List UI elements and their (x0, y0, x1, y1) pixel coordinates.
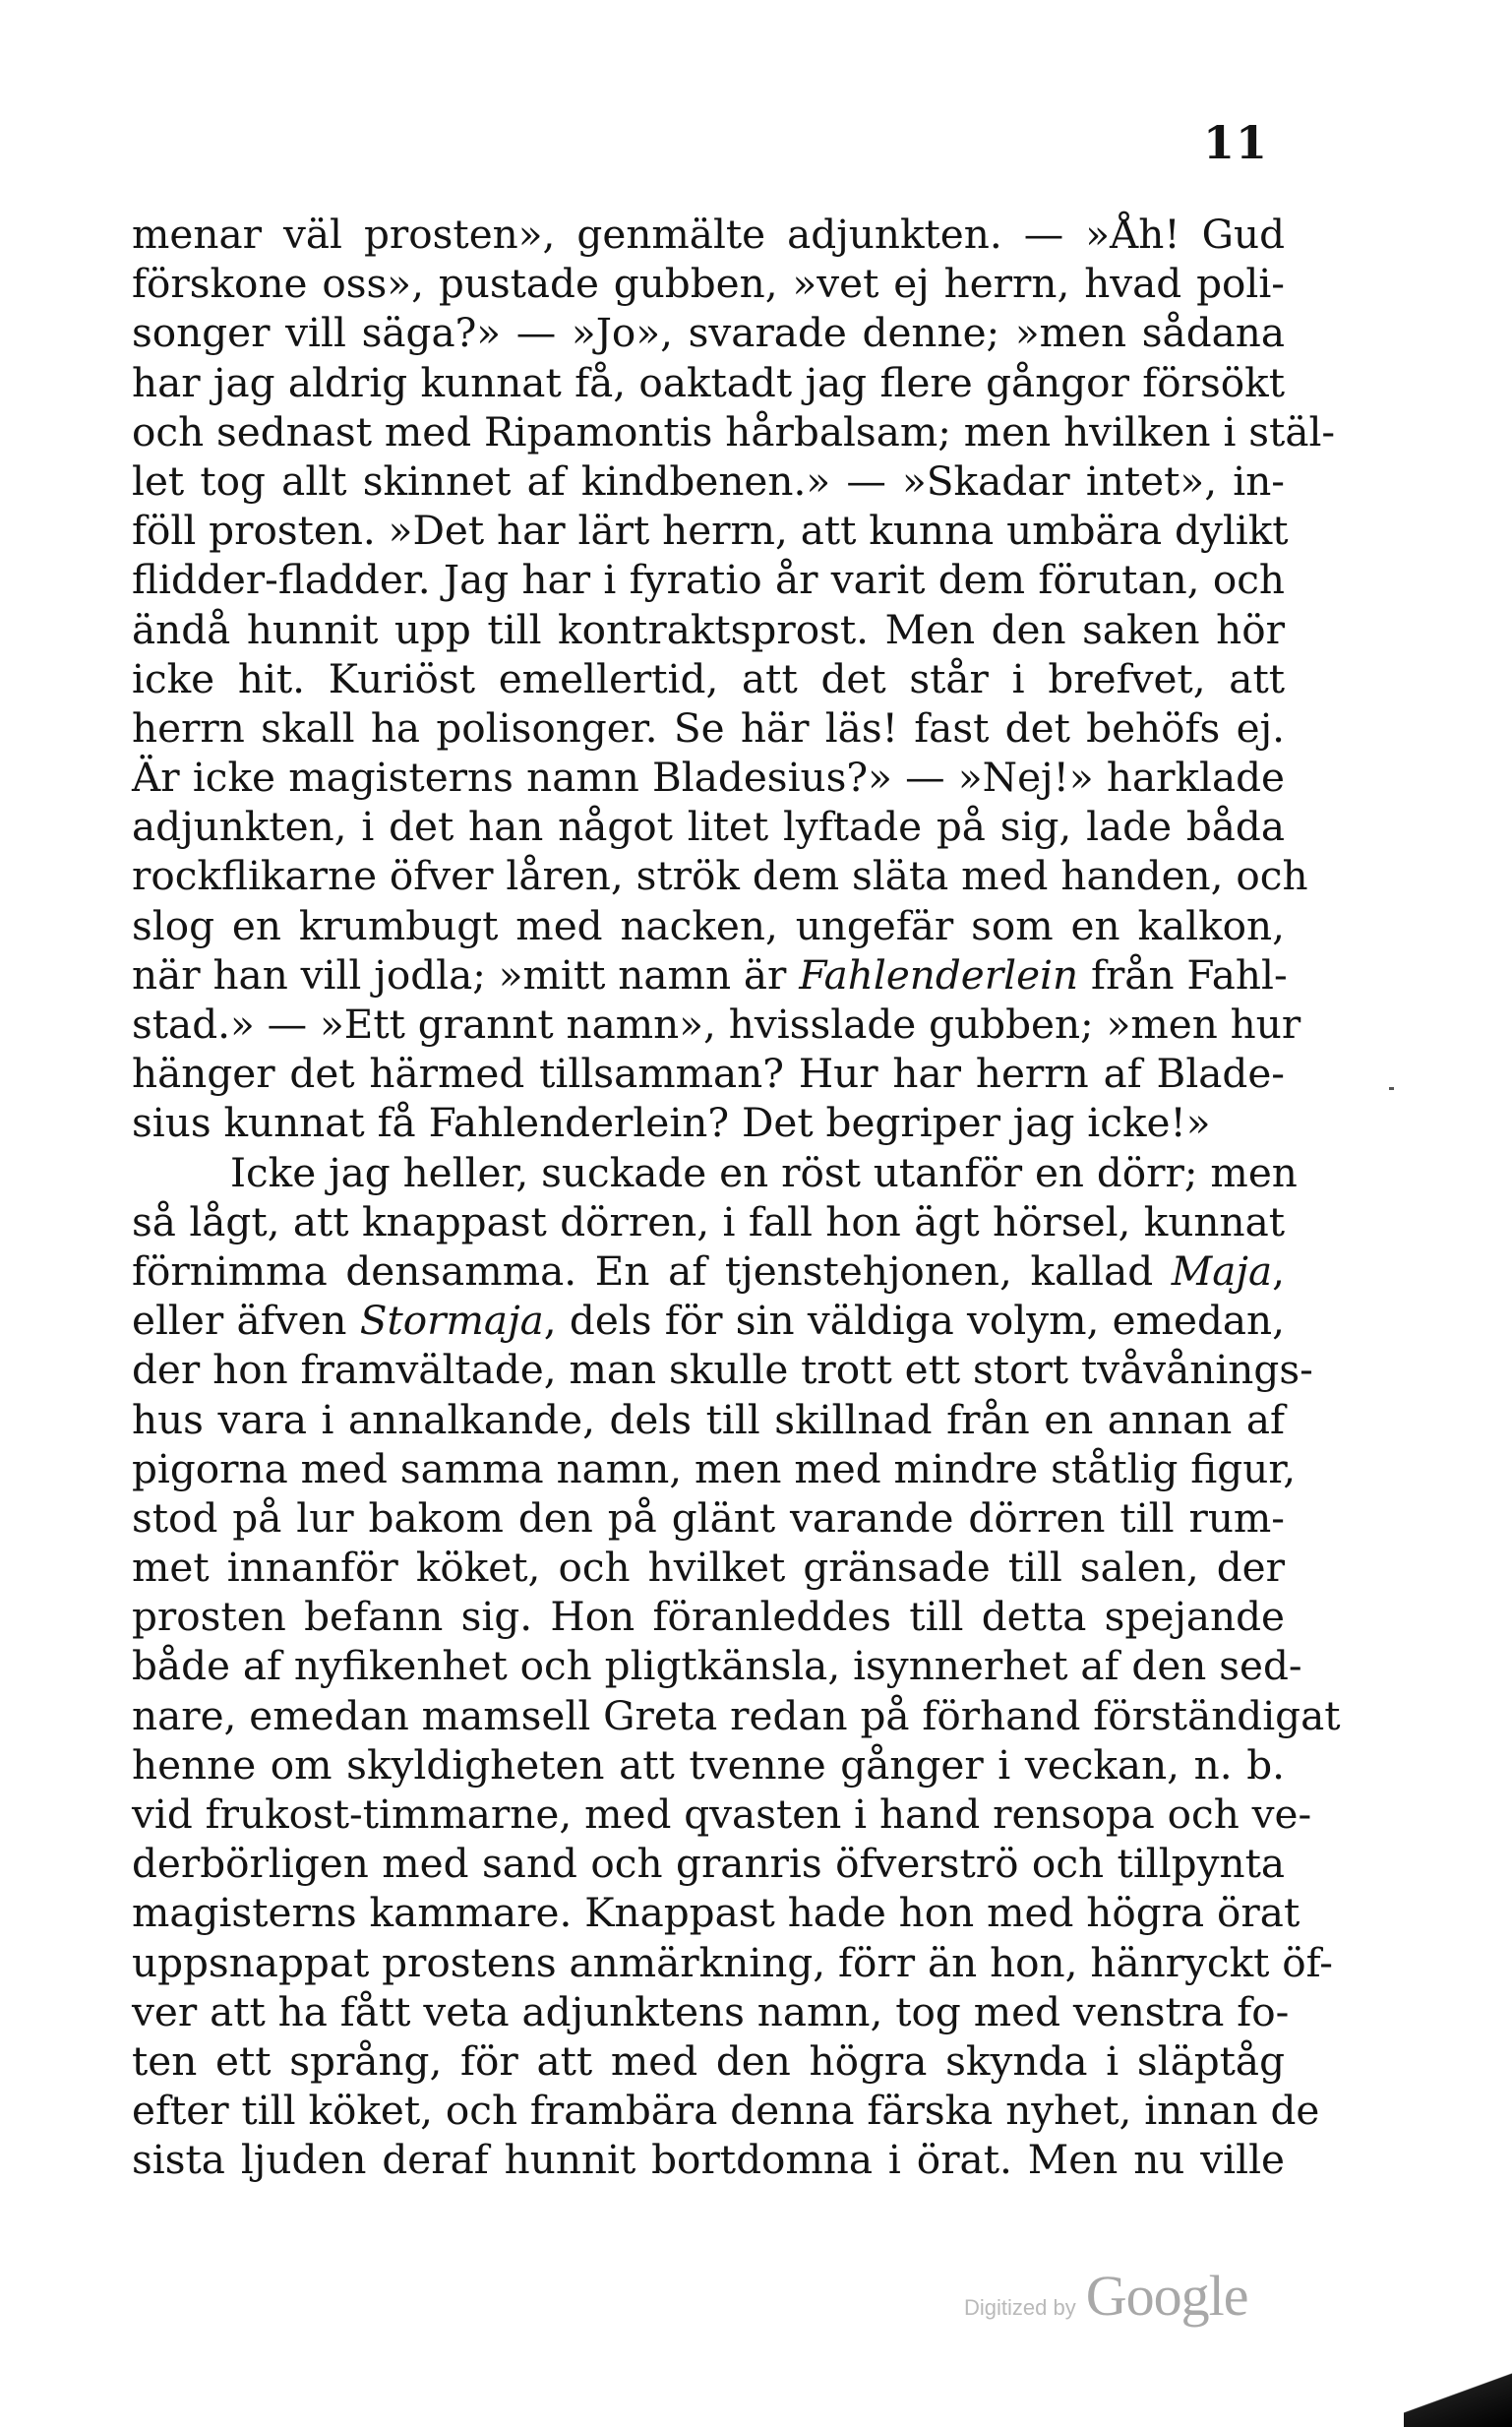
text-line: prosten befann sig. Hon föranleddes till detta spejande (132, 1593, 1285, 1641)
text-line: derbörligen med sand och granris öfverströ och tillpynta (132, 1840, 1285, 1888)
text-line: föll prosten. »Det har lärt herrn, att kunna umbära dylikt (132, 507, 1289, 555)
google-logo: Google (1085, 2264, 1248, 2328)
text-line: herrn skall ha polisonger. Se här läs! fast det behöfs ej. (132, 703, 1285, 752)
text-line: vid frukost-timmarne, med qvasten i hand rensopa och ve- (132, 1790, 1312, 1838)
text-line: ändå hunnit upp till kontraktsprost. Men den saken hör (132, 605, 1285, 653)
text-line: Icke jag heller, suckade en röst utanför en dörr; men (230, 1148, 1298, 1196)
text-line: songer vill säga?» — »Jo», svarade denne; »men sådana (132, 309, 1285, 357)
text-line: pigorna med samma namn, men med mindre ståtlig figur, (132, 1444, 1297, 1492)
text-line: let tog allt skinnet af kindbenen.» — »Skadar intet», in- (132, 456, 1285, 505)
text-line: hänger det härmed tillsamman? Hur har herrn af Blade- (132, 1050, 1285, 1098)
text-line: met innanför köket, och hvilket gränsade till salen, der (132, 1544, 1285, 1592)
text-line: rockflikarne öfver låren, strök dem släta med handen, och (132, 852, 1308, 900)
page-number: 11 (1202, 116, 1268, 169)
text-line: ten ett språng, för att med den högra skynda i släptåg (132, 2036, 1285, 2085)
body-text (132, 210, 1341, 2185)
text-line: eller äfven Stormaja, dels för sin väldiga volym, emedan, (132, 1297, 1285, 1345)
text-line: när han vill jodla; »mitt namn är Fahlenderlein från Fahl- (132, 950, 1288, 999)
text-line: icke hit. Kuriöst emellertid, att det står i brefvet, att (132, 654, 1285, 702)
text-line: förnimma densamma. En af tjenstehjonen, kallad Maja, (132, 1246, 1285, 1295)
text-line: uppsnappat prostens anmärkning, förr än hon, hänryckt öf- (132, 1938, 1333, 1986)
watermark-prefix: Digitized by (964, 2295, 1076, 2320)
text-line: adjunkten, i det han något litet lyftade på sig, lade båda (132, 803, 1285, 851)
text-line: der hon framvältade, man skulle trott ett stort tvåvånings- (132, 1346, 1313, 1394)
text-line: nare, emedan mamsell Greta redan på förhand förständigat (132, 1691, 1341, 1739)
scan-speck (1389, 1087, 1394, 1090)
text-line: flidder-fladder. Jag har i fyratio år varit dem förutan, och (132, 556, 1285, 604)
text-line: stad.» — »Ett grannt namn», hvisslade gubben; »men hur (132, 1001, 1301, 1048)
text-line: henne om skyldigheten att tvenne gånger i veckan, n. b. (132, 1740, 1285, 1789)
text-line: slog en krumbugt med nacken, ungefär som en kalkon, (132, 901, 1285, 949)
text-line: och sednast med Ripamontis hårbalsam; men hvilken i stäl- (132, 407, 1336, 455)
digitized-watermark (964, 2263, 1247, 2329)
text-line: sista ljuden deraf hunnit bortdomna i örat. Men nu ville (132, 2136, 1285, 2184)
text-line: menar väl prosten», genmälte adjunkten. — »Åh! Gud (132, 211, 1285, 258)
text-line: efter till köket, och frambära denna färska nyhet, innan de (132, 2087, 1320, 2135)
text-line: förskone oss», pustade gubben, »vet ej herrn, hvad poli- (132, 260, 1285, 308)
text-line: sius kunnat få Fahlenderlein? Det begriper jag icke!» (132, 1099, 1211, 1147)
text-line: magisterns kammare. Knappast hade hon med högra örat (132, 1889, 1300, 1937)
text-line: så lågt, att knappast dörren, i fall hon ägt hörsel, kunnat (132, 1197, 1285, 1245)
scan-corner-shadow (1404, 2368, 1512, 2427)
text-line: ver att ha fått veta adjunktens namn, tog med venstra fo- (132, 1987, 1290, 2035)
text-line: Är icke magisterns namn Bladesius?» — »Nej!» harklade (132, 754, 1285, 802)
text-line: stod på lur bakom den på glänt varande dörren till rum- (132, 1493, 1285, 1542)
text-line: har jag aldrig kunnat få, oaktadt jag flere gångor försökt (132, 358, 1285, 406)
text-line: hus vara i annalkande, dels till skillnad från en annan af (132, 1395, 1285, 1443)
text-line: både af nyfikenhet och pligtkänsla, isynnerhet af den sed- (132, 1642, 1302, 1690)
